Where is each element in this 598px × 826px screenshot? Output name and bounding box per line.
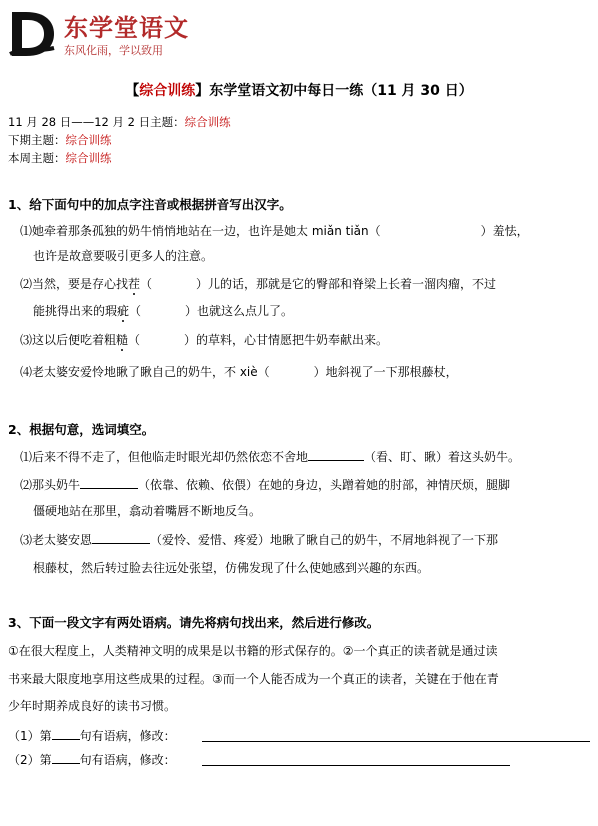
q3-answer1-fix-line[interactable] bbox=[202, 740, 590, 742]
q2-item2-line2: 僵硬地站在那里，翕动着嘴唇不断地反刍。 bbox=[33, 504, 262, 518]
q2-item1 bbox=[20, 448, 520, 465]
q1-item4 bbox=[20, 363, 458, 380]
meta-range bbox=[8, 114, 231, 130]
q2-item2-line1 bbox=[20, 476, 510, 493]
page-title bbox=[0, 80, 598, 100]
brand-d-icon bbox=[8, 8, 56, 60]
q1-item4-a: ⑷老太婆安爱怜地瞅了瞅自己的奶牛，不 xiè（ bbox=[20, 365, 270, 379]
q1-item2-e: （ bbox=[129, 304, 142, 318]
week-value: 综合训练 bbox=[65, 151, 112, 165]
q2-item3-blank[interactable] bbox=[92, 531, 150, 544]
range-value: 综合训练 bbox=[184, 115, 231, 129]
q1-item2-d: 能挑得出来的瑕 bbox=[33, 304, 118, 318]
brand-title: 东学堂语文 bbox=[64, 13, 189, 42]
q2-item1-b: （看、盯、瞅）着这头奶牛。 bbox=[364, 450, 521, 464]
title-highlight: 综合训练 bbox=[139, 83, 196, 99]
meta-next bbox=[8, 132, 112, 148]
q3-answer1 bbox=[8, 727, 176, 744]
q3-answer1-b: 句有语病，修改： bbox=[79, 729, 176, 743]
q1-item3-b: （ bbox=[128, 333, 141, 347]
q1-item2-b: （ bbox=[140, 277, 153, 291]
week-label: 本周主题： bbox=[8, 151, 66, 165]
q2-item1-blank[interactable] bbox=[308, 448, 364, 461]
q1-item2-a: ⑵当然，要是存心找 bbox=[20, 277, 129, 291]
range-label: 11 月 28 日——12 月 2 日主题： bbox=[8, 115, 185, 129]
brand-slogan: 东风化雨，学以致用 bbox=[64, 44, 163, 57]
q1-item3-a: ⑶这以后便吃着粗 bbox=[20, 333, 117, 347]
q2-item3-a: ⑶老太婆安恩 bbox=[20, 533, 93, 547]
q1-item1-line1 bbox=[20, 222, 529, 239]
q2-item2-a: ⑵那头奶牛 bbox=[20, 478, 81, 492]
q2-item2-b: （依靠、依赖、依偎）在她的身边，头蹭着她的肘部，神情厌烦，腿脚 bbox=[138, 478, 511, 492]
q3-answer2-b: 句有语病，修改： bbox=[79, 753, 176, 767]
q1-item1-a: ⑴她牵着那条孤独的奶牛悄悄地站在一边，也许是她太 miǎn tiǎn（ bbox=[20, 224, 381, 238]
q1-item3-dot-char: 糙 bbox=[116, 333, 129, 347]
q1-item2-line1 bbox=[20, 275, 496, 292]
q1-item3 bbox=[20, 331, 388, 348]
q2-item3-b: （爱怜、爱惜、疼爱）地瞅了瞅自己的奶牛，不屑地斜视了一下那 bbox=[150, 533, 499, 547]
next-value: 综合训练 bbox=[65, 133, 112, 147]
q3-heading: 3、下面一段文字有两处语病。请先将病句找出来，然后进行修改。 bbox=[8, 615, 380, 630]
q1-item3-c: ）的草料，心甘情愿把牛奶奉献出来。 bbox=[184, 333, 389, 347]
next-label: 下期主题： bbox=[8, 133, 66, 147]
q3-answer2 bbox=[8, 751, 176, 768]
q2-item3-line1 bbox=[20, 531, 498, 548]
q1-heading: 1、给下面句中的加点字注音或根据拼音写出汉字。 bbox=[8, 197, 292, 212]
q3-paragraph-line1: ①在很大程度上，人类精神文明的成果是以书籍的形式保存的。②一个真正的读者就是通过读 bbox=[8, 644, 498, 658]
q2-item1-a: ⑴后来不得不走了，但他临走时眼光却仍然依恋不舍地 bbox=[20, 450, 309, 464]
q3-paragraph-line2: 书来最大限度地享用这些成果的过程。③而一个人能否成为一个真正的读者，关键在于他在青 bbox=[8, 672, 499, 686]
title-prefix: 【 bbox=[125, 83, 140, 99]
q1-item2-c: ）儿的话，那就是它的臀部和脊梁上长着一溜肉瘤，不过 bbox=[196, 277, 497, 291]
q1-item1-line2: 也许是故意要吸引更多人的注意。 bbox=[33, 249, 214, 263]
q3-paragraph-line3: 少年时期养成良好的读书习惯。 bbox=[8, 699, 177, 713]
q1-item2-dot-char2: 疵 bbox=[117, 304, 130, 318]
q3-answer2-num-blank[interactable] bbox=[52, 751, 80, 764]
q2-heading: 2、根据句意，选词填空。 bbox=[8, 422, 155, 437]
q3-answer1-a: （1）第 bbox=[8, 729, 52, 743]
q1-item2-dot-char1: 茬 bbox=[128, 277, 141, 291]
q1-item1-b: ）羞怯， bbox=[480, 224, 529, 238]
q1-item2-f: ）也就这么点儿了。 bbox=[185, 304, 294, 318]
title-suffix: 】东学堂语文初中每日一练（11 月 30 日） bbox=[195, 83, 473, 99]
q1-item2-line2 bbox=[33, 302, 293, 319]
q3-answer2-a: （2）第 bbox=[8, 753, 52, 767]
q3-answer2-fix-line[interactable] bbox=[202, 764, 510, 766]
meta-week bbox=[8, 150, 112, 166]
q3-answer1-num-blank[interactable] bbox=[52, 727, 80, 740]
q2-item2-blank[interactable] bbox=[80, 476, 138, 489]
q1-item4-b: ）地斜视了一下那根藤杖， bbox=[313, 365, 458, 379]
q2-item3-line2: 根藤杖，然后转过脸去往远处张望，仿佛发现了什么使她感到兴趣的东西。 bbox=[33, 561, 430, 575]
